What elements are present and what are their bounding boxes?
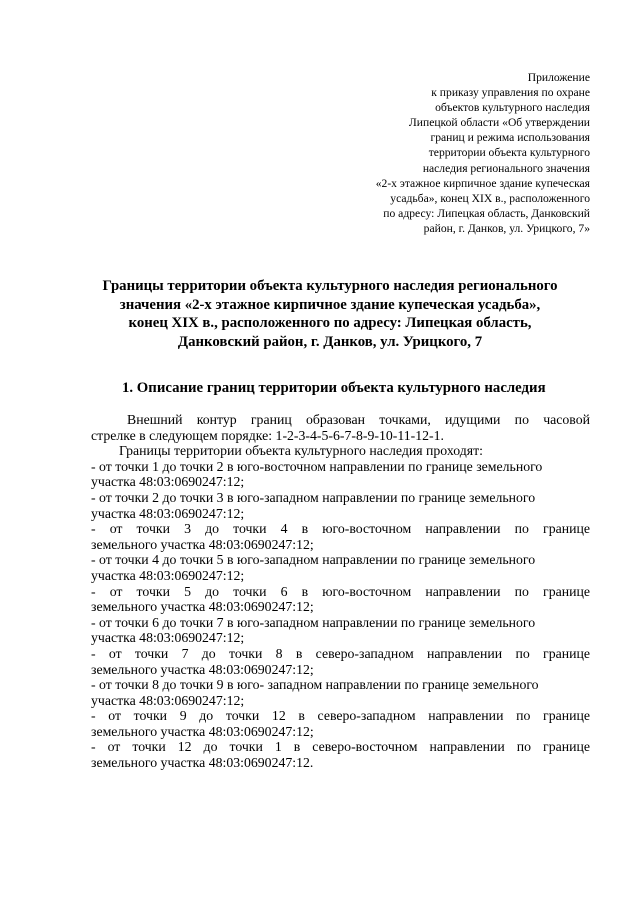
- body-line: Внешний контур границ образован точками, идущими по часовой: [127, 412, 590, 427]
- appendix-line: Липецкой области «Об утверждении: [408, 116, 590, 130]
- body-line: - от точки 6 до точки 7 в юго-западном направлении по границе земельного: [91, 614, 536, 630]
- body-line: - от точки 1 до точки 2 в юго-восточном направлении по границе земельного: [91, 458, 543, 474]
- body-line: - от точки 4 до точки 5 в юго-западном направлении по границе земельного: [91, 552, 536, 568]
- body-line: земельного участка 48:03:0690247:12;: [91, 723, 314, 739]
- document-title: [70, 277, 590, 351]
- title-line: конец XIX в., расположенного по адресу: Липецкая область,: [128, 315, 532, 332]
- body-line: земельного участка 48:03:0690247:12.: [91, 755, 314, 771]
- title-line: значения «2-х этажное кирпичное здание купеческая усадьба»,: [119, 296, 541, 313]
- body-line: - от точки 12 до точки 1 в северо-восточном направлении по границе: [91, 739, 590, 755]
- body-line: участка 48:03:0690247:12;: [91, 567, 245, 583]
- appendix-line: территории объекта культурного: [428, 146, 590, 160]
- appendix-line: район, г. Данков, ул. Урицкого, 7»: [423, 221, 590, 235]
- body-line: - от точки 5 до точки 6 в юго-восточном направлении по границе: [91, 583, 590, 599]
- body-line: - от точки 8 до точки 9 в юго- западном направлении по границе земельного: [91, 677, 539, 693]
- body-line: земельного участка 48:03:0690247:12;: [91, 661, 314, 677]
- body-line: земельного участка 48:03:0690247:12;: [91, 536, 314, 552]
- appendix-line: по адресу: Липецкая область, Данковский: [383, 206, 590, 220]
- body-line: - от точки 7 до точки 8 в северо-западном направлении по границе: [91, 645, 590, 661]
- body-line: - от точки 9 до точки 12 в северо-западном направлении по границе: [91, 708, 590, 724]
- body-line: земельного участка 48:03:0690247:12;: [91, 599, 314, 615]
- body-line: - от точки 2 до точки 3 в юго-западном направлении по границе земельного: [91, 489, 536, 505]
- appendix-line: к приказу управления по охране: [431, 86, 590, 100]
- title-line: Границы территории объекта культурного наследия регионального: [102, 278, 558, 294]
- body-line: Границы территории объекта культурного наследия проходят:: [119, 443, 483, 459]
- body-line: участка 48:03:0690247:12;: [91, 474, 245, 490]
- appendix-line: объектов культурного наследия: [435, 101, 590, 115]
- section-heading: 1. Описание границ территории объекта культурного наследия: [122, 380, 546, 396]
- boundary-description: [91, 412, 590, 771]
- title-line: Данковский район, г. Данков, ул. Урицкого, 7: [177, 333, 483, 350]
- appendix-line: «2-х этажное кирпичное здание купеческая: [375, 176, 590, 190]
- appendix-note: [300, 70, 590, 236]
- appendix-line: Приложение: [527, 71, 590, 84]
- body-line: участка 48:03:0690247:12;: [91, 630, 245, 646]
- body-line: участка 48:03:0690247:12;: [91, 505, 245, 521]
- appendix-line: наследия регионального значения: [422, 161, 590, 175]
- body-line: стрелке в следующем порядке: 1-2-3-4-5-6-7-8-9-10-11-12-1.: [91, 427, 444, 443]
- body-line: участка 48:03:0690247:12;: [91, 692, 245, 708]
- appendix-line: усадьба», конец XIX в., расположенного: [390, 191, 590, 205]
- appendix-line: границ и режима использования: [430, 131, 590, 145]
- body-line: - от точки 3 до точки 4 в юго-восточном направлении по границе: [91, 521, 590, 537]
